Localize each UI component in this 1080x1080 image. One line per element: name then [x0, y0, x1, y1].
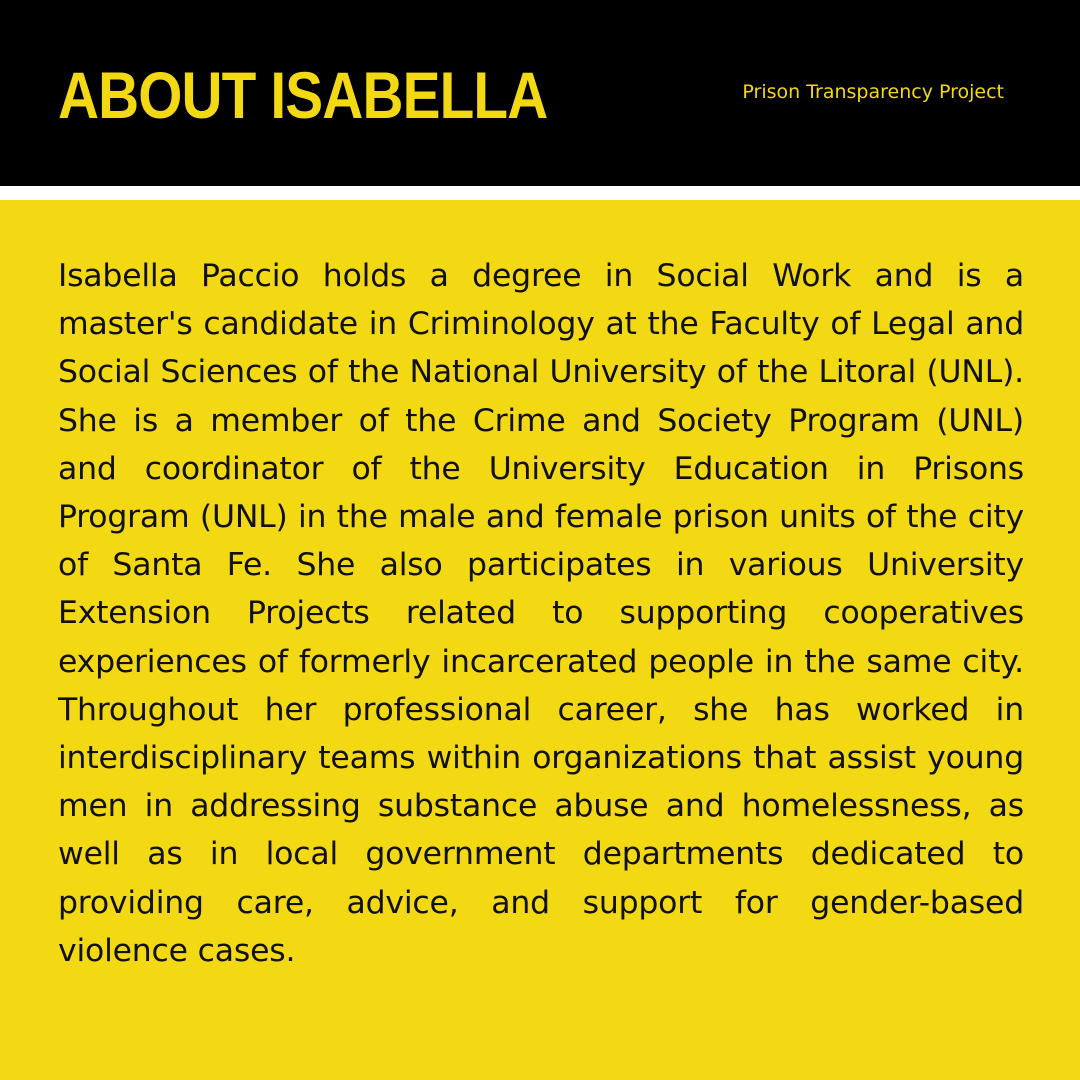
- bio-text: Isabella Paccio holds a degree in Social Work and is a master's candidate in Criminology at the Faculty of Legal and Social Sciences of the National University of the Litoral (UNL). She is a member of the Crime and Society Program (UNL) and coordinator of the University Education in Prisons Program (UNL) in the male and female prison units of the city of Santa Fe. She also participates in various University Extension Projects related to supporting cooperatives experiences of formerly incarcerated people in the same city. Throughout her professional career, she has worked in interdisciplinary teams within organizations that assist young men in addressing substance abuse and homelessness, as well as in local government departments dedicated to providing care, advice, and support for gender-based violence cases.: [58, 258, 1024, 969]
- header-bar: [0, 0, 1080, 186]
- bio-panel: [0, 200, 1080, 1080]
- organization-name: Prison Transparency Project: [742, 81, 1004, 103]
- page-title: ABOUT ISABELLA: [58, 58, 548, 132]
